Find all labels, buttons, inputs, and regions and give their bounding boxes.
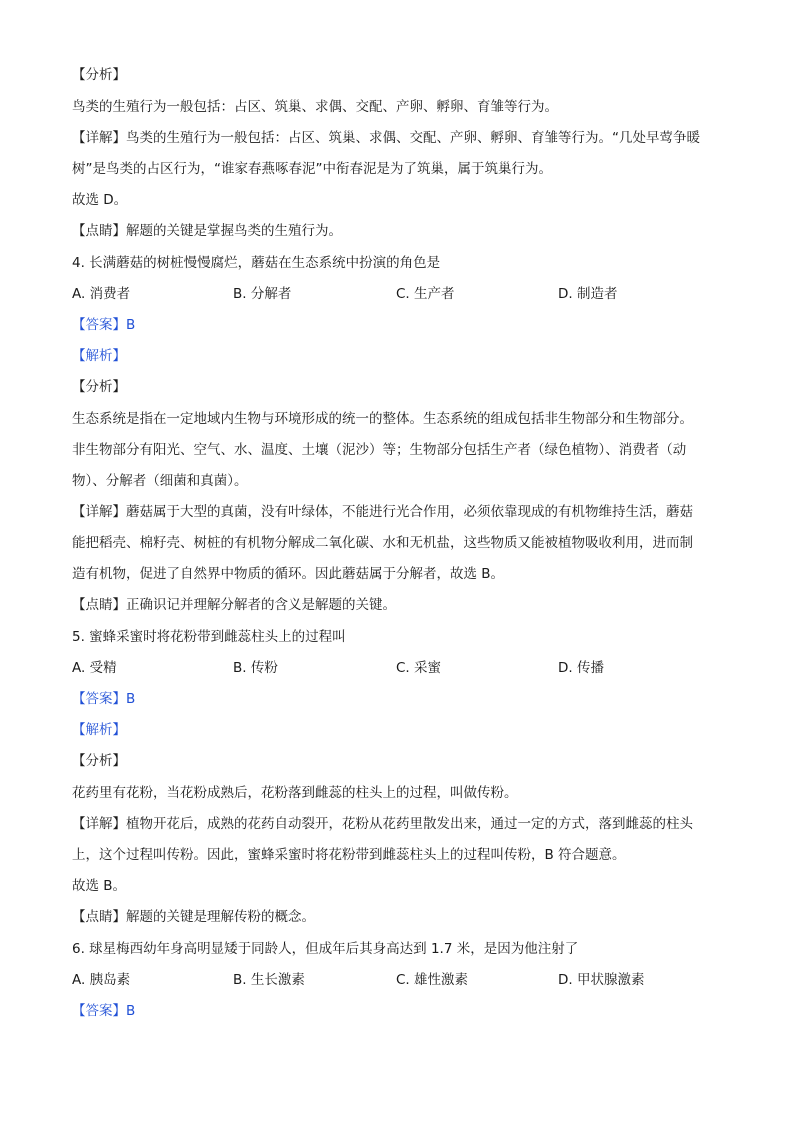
q5-question: 5. 蜜蜂采蜜时将花粉带到雌蕊柱头上的过程叫 xyxy=(72,629,346,645)
q5-answer: 【答案】B xyxy=(72,691,136,707)
q5-analysis-tag: 【分析】 xyxy=(72,753,126,769)
q4-answer: 【答案】B xyxy=(72,317,136,333)
q3-comment: 【点睛】解题的关键是掌握鸟类的生殖行为。 xyxy=(72,223,342,239)
q5-jiexi: 【解析】 xyxy=(72,722,126,738)
q4-question: 4. 长满蘑菇的树桩慢慢腐烂，蘑菇在生态系统中扮演的角色是 xyxy=(72,255,441,271)
q5-analysis-text: 花药里有花粉，当花粉成熟后，花粉落到雌蕊的柱头上的过程，叫做传粉。 xyxy=(72,785,518,801)
q5-option-b: B. 传粉 xyxy=(233,660,278,676)
q5-option-a: A. 受精 xyxy=(72,660,117,676)
q4-option-a: A. 消费者 xyxy=(72,286,131,302)
q4-jiexi: 【解析】 xyxy=(72,348,126,364)
q5-option-c: C. 采蜜 xyxy=(396,660,442,676)
q4-option-b: B. 分解者 xyxy=(233,286,292,302)
q6-option-d: D. 甲状腺激素 xyxy=(558,972,645,988)
q5-option-d: D. 传播 xyxy=(558,660,604,676)
q3-detail-line1: 【详解】鸟类的生殖行为一般包括：占区、筑巢、求偶、交配、产卵、孵卵、育雏等行为。“几处早莺争暖 xyxy=(72,130,700,146)
q5-comment: 【点睛】解题的关键是理解传粉的概念。 xyxy=(72,909,315,925)
q6-option-c: C. 雄性激素 xyxy=(396,972,469,988)
q4-comment: 【点睛】正确识记并理解分解者的含义是解题的关键。 xyxy=(72,597,396,613)
q4-detail-line2: 能把稻壳、棉籽壳、树桩的有机物分解成二氧化碳、水和无机盐，这些物质又能被植物吸收利用，进而制 xyxy=(72,535,693,551)
q4-analysis-line1: 生态系统是指在一定地域内生物与环境形成的统一的整体。生态系统的组成包括非生物部分和生物部分。 xyxy=(72,411,693,427)
q6-option-b: B. 生长激素 xyxy=(233,972,305,988)
q3-choose: 故选 D。 xyxy=(72,192,128,208)
q4-analysis-line3: 物）、分解者（细菌和真菌）。 xyxy=(72,473,248,489)
q4-analysis-line2: 非生物部分有阳光、空气、水、温度、土壤（泥沙）等；生物部分包括生产者（绿色植物）、消费者（动 xyxy=(72,442,687,458)
q5-detail-line2: 上，这个过程叫传粉。因此，蜜蜂采蜜时将花粉带到雌蕊柱头上的过程叫传粉，B 符合题意。 xyxy=(72,847,626,863)
q3-detail-line2: 树”是鸟类的占区行为，“谁家春燕啄春泥”中衔春泥是为了筑巢，属于筑巢行为。 xyxy=(72,161,552,177)
q5-choose: 故选 B。 xyxy=(72,878,127,894)
q3-analysis-text: 鸟类的生殖行为一般包括：占区、筑巢、求偶、交配、产卵、孵卵、育雏等行为。 xyxy=(72,99,558,115)
q4-option-c: C. 生产者 xyxy=(396,286,455,302)
q6-option-a: A. 胰岛素 xyxy=(72,972,131,988)
q3-analysis-tag: 【分析】 xyxy=(72,67,126,83)
q4-option-d: D. 制造者 xyxy=(558,286,618,302)
q4-detail-line3: 造有机物，促进了自然界中物质的循环。因此蘑菇属于分解者，故选 B。 xyxy=(72,566,505,582)
q6-question: 6. 球星梅西幼年身高明显矮于同龄人，但成年后其身高达到 1.7 米，是因为他注射了 xyxy=(72,941,579,957)
q5-detail-line1: 【详解】植物开花后，成熟的花药自动裂开，花粉从花药里散发出来，通过一定的方式，落到雌蕊的柱头 xyxy=(72,816,693,832)
q6-answer: 【答案】B xyxy=(72,1003,136,1019)
q4-analysis-tag: 【分析】 xyxy=(72,379,126,395)
q4-detail-line1: 【详解】蘑菇属于大型的真菌，没有叶绿体，不能进行光合作用，必须依靠现成的有机物维持生活，蘑菇 xyxy=(72,504,693,520)
